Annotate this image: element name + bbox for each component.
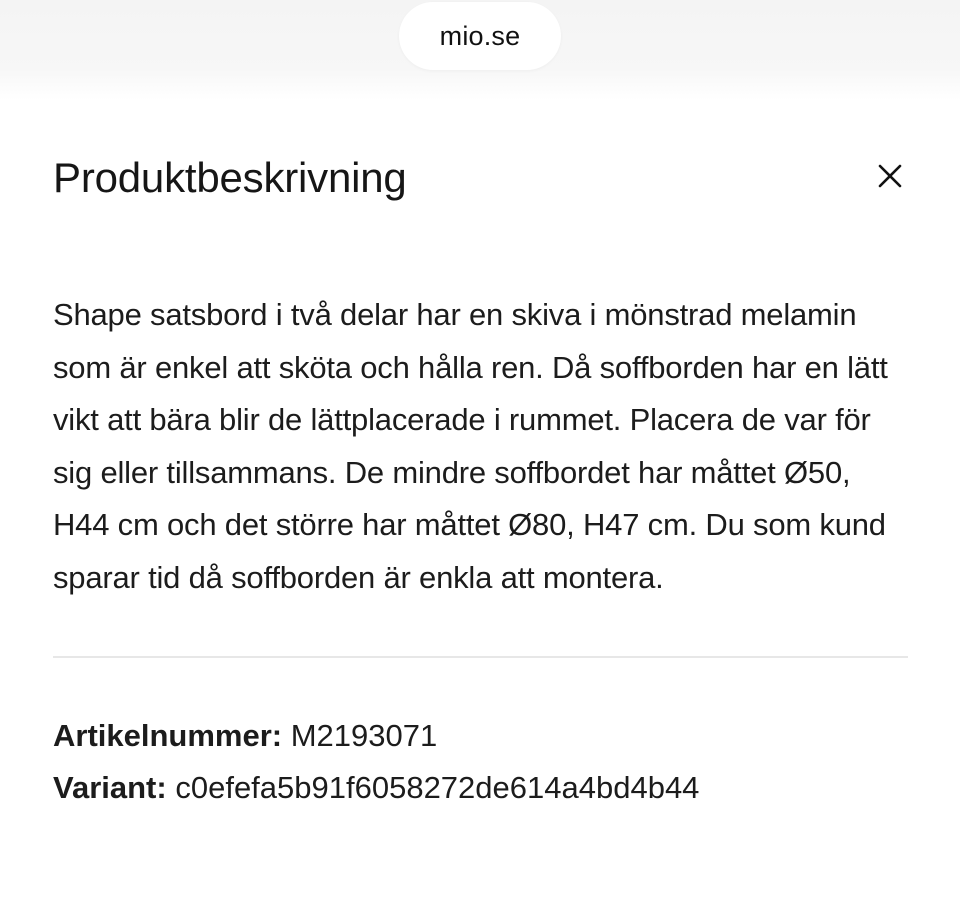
url-text: mio.se [439,20,521,51]
article-number-label: Artikelnummer: [53,718,283,753]
close-button[interactable] [870,156,910,196]
article-number-value: M2193071 [290,718,438,753]
variant-label: Variant: [53,770,167,805]
product-description: Shape satsbord i två delar har en skiva i mönstrad melamin som är enkel att sköta och hålla ren. Då soffborden har en lätt vikt att bära blir de lättplacerade i rummet. Placera de var för sig eller tillsammans. De mindre soffbordet har måttet Ø50, H44 cm och det större har måttet Ø80, H47 cm. Du som kund sparar tid då soffborden är enkla att montera. [53,297,888,595]
variant-row [53,762,913,814]
page-title: Produktbeskrivning [53,154,407,201]
browser-top-bar [0,0,960,100]
url-bar[interactable] [399,2,561,70]
divider [53,656,908,658]
product-details [53,710,913,814]
variant-value: c0efefa5b91f6058272de614a4bd4b44 [175,770,700,805]
close-icon [878,164,902,188]
article-number-row [53,710,913,762]
